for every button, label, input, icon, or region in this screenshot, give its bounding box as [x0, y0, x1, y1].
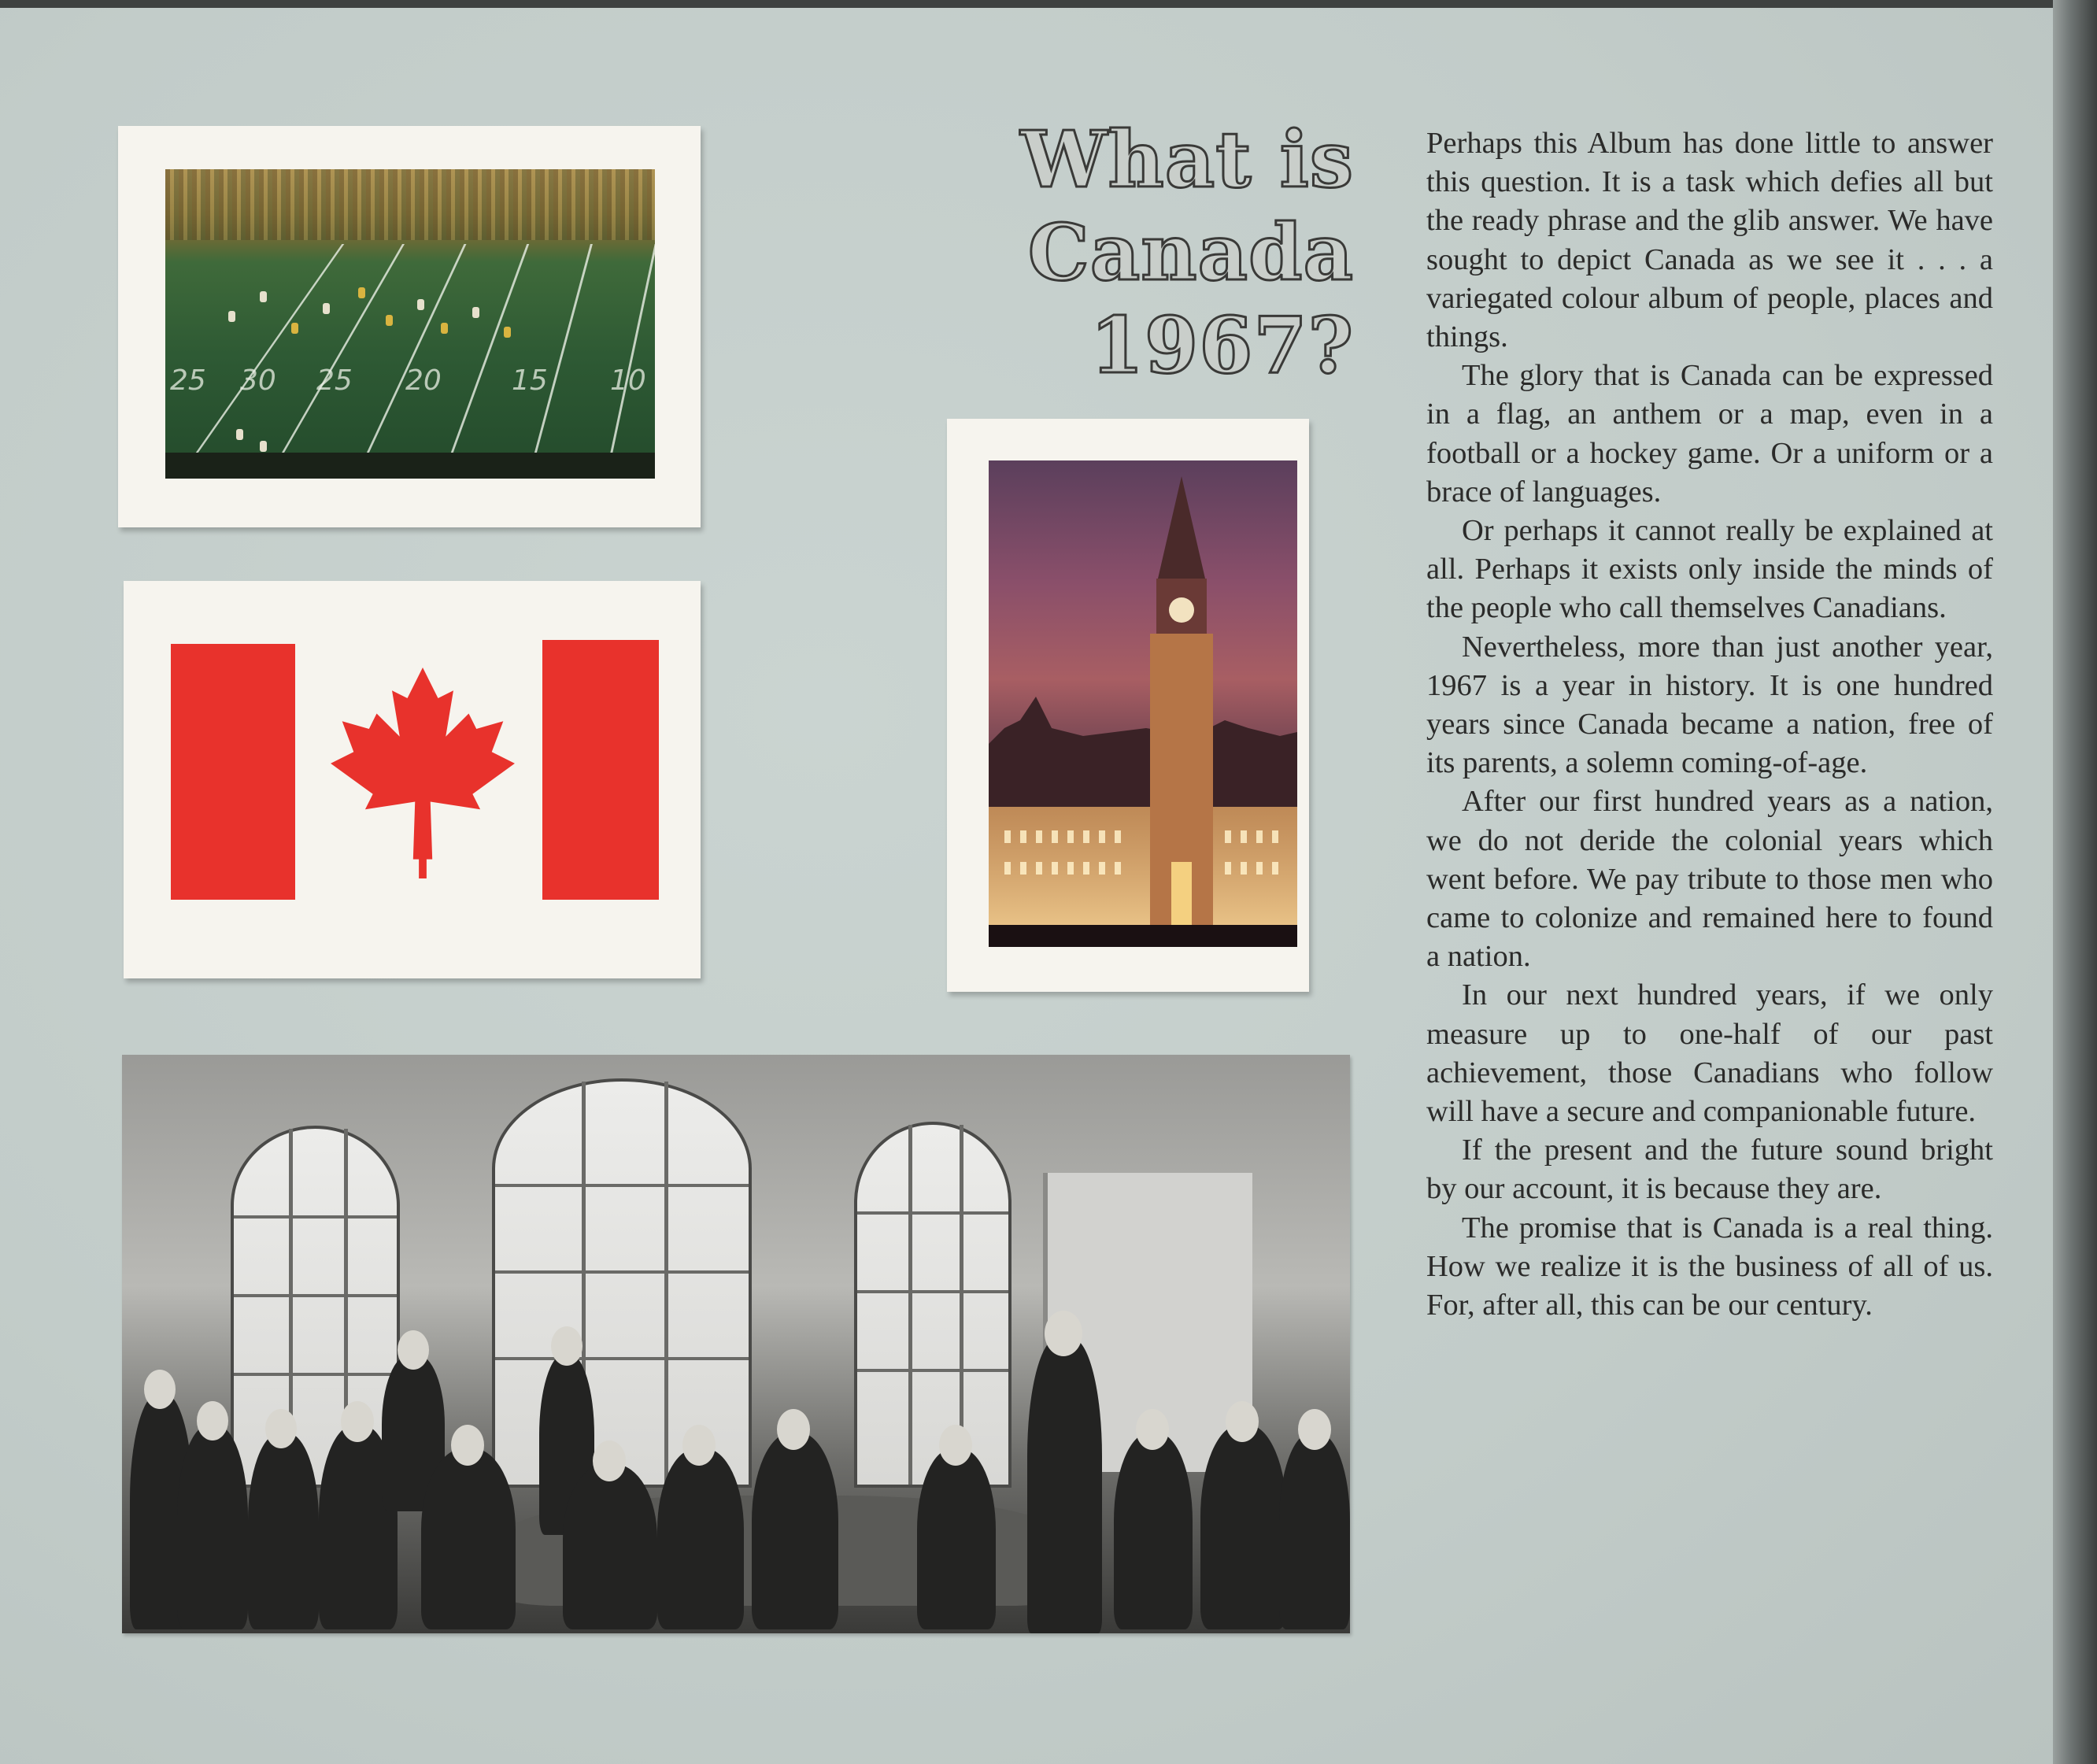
yard-number: 30	[240, 364, 276, 397]
figure-head	[1045, 1311, 1082, 1356]
peace-tower-photo	[989, 460, 1297, 947]
player	[417, 299, 424, 310]
page-edge	[2053, 0, 2097, 1764]
yard-line	[442, 244, 529, 479]
yard-line	[355, 244, 467, 479]
figure-head	[1298, 1409, 1331, 1450]
yard-number: 15	[512, 364, 548, 397]
paragraph: The promise that is Canada is a real thing. How we realize it is the business of all of us. For, after all, this can be our century.	[1426, 1211, 1993, 1322]
figure-head	[1226, 1401, 1259, 1442]
album-page	[0, 8, 2053, 1764]
arched-window	[492, 1078, 752, 1488]
paragraph: Or perhaps it cannot really be explained at all. Perhaps it exists only inside the minds of the people who call themselves Canadians.	[1426, 514, 1993, 625]
seated-figure	[421, 1448, 516, 1629]
body-text	[1426, 124, 1993, 1325]
player	[236, 429, 243, 440]
parliament-photo-card	[947, 419, 1309, 992]
player	[291, 323, 298, 334]
figure-head	[398, 1330, 429, 1370]
yard-number: 25	[170, 364, 206, 397]
player	[228, 311, 235, 322]
seated-figure	[248, 1433, 319, 1629]
paragraph: The glory that is Canada can be expressed in a flag, an anthem or a map, even in a football or a hockey game. Or a uniform or a brace of languages.	[1426, 359, 1993, 508]
player	[323, 303, 330, 314]
yard-number: 20	[405, 364, 442, 397]
maple-leaf-icon	[327, 668, 519, 878]
seated-figure	[657, 1448, 744, 1629]
player	[386, 315, 393, 326]
figure-head	[341, 1401, 374, 1442]
paragraph: Perhaps this Album has done little to answer this question. It is a task which defies all but the ready phrase and the glib answer. We have sought to depict Canada as we see it . . . a variegated colour album of people, places and things.	[1426, 127, 1993, 354]
seated-figure	[563, 1464, 657, 1629]
player	[260, 441, 267, 452]
flag-red-band-right	[542, 640, 659, 900]
football-photo-card	[118, 126, 701, 527]
paragraph: After our first hundred years as a nation, we do not deride the colonial years which went before. We pay tribute to those men who came to colonize and remained here to found a nation.	[1426, 785, 1993, 974]
figure-head	[682, 1425, 716, 1466]
parliament-building	[989, 460, 1297, 947]
yard-number: 25	[316, 364, 353, 397]
figure-head	[265, 1409, 297, 1448]
stadium-crowd	[165, 169, 655, 240]
paragraph: Nevertheless, more than just another year, 1967 is a year in history. It is one hundred years since Canada became a nation, free of its parents, a solemn coming-of-age.	[1426, 630, 1993, 780]
figure-head	[777, 1409, 810, 1450]
figure-head	[593, 1440, 626, 1481]
figure-head	[551, 1326, 582, 1366]
canadian-flag-card	[124, 581, 701, 978]
yard-line	[267, 244, 405, 479]
player	[358, 287, 365, 298]
fathers-of-confederation-painting	[122, 1055, 1350, 1633]
seated-figure	[917, 1448, 996, 1629]
player	[441, 323, 448, 334]
standing-speaker	[1027, 1338, 1102, 1633]
yard-line	[527, 244, 593, 479]
seated-figure	[177, 1425, 248, 1629]
seated-figure	[1200, 1425, 1287, 1629]
figure-head	[144, 1370, 176, 1409]
seated-figure	[752, 1433, 838, 1629]
yard-number: 10	[610, 364, 646, 397]
figure-head	[451, 1425, 484, 1466]
player	[260, 291, 267, 302]
flag-red-band-left	[171, 644, 295, 900]
title-line-2: 1967?	[1089, 301, 1354, 391]
page-title	[724, 114, 1354, 393]
paragraph: If the present and the future sound bright by our account, it is because they are.	[1426, 1133, 1993, 1206]
figure-head	[939, 1425, 972, 1466]
arched-window	[854, 1122, 1012, 1488]
sideline	[165, 453, 655, 479]
football-game-photo	[165, 169, 655, 479]
seated-figure	[1114, 1433, 1193, 1629]
yard-line	[605, 244, 655, 479]
player	[472, 307, 479, 318]
player	[504, 327, 511, 338]
paragraph: In our next hundred years, if we only measure up to one-half of our past achievement, those Canadians who follow will have a secure and companionable future.	[1426, 978, 1993, 1129]
seated-figure	[1279, 1433, 1350, 1629]
figure-head	[1136, 1409, 1169, 1450]
title-line-1: What is Canada	[1020, 115, 1354, 298]
figure-head	[197, 1401, 228, 1440]
